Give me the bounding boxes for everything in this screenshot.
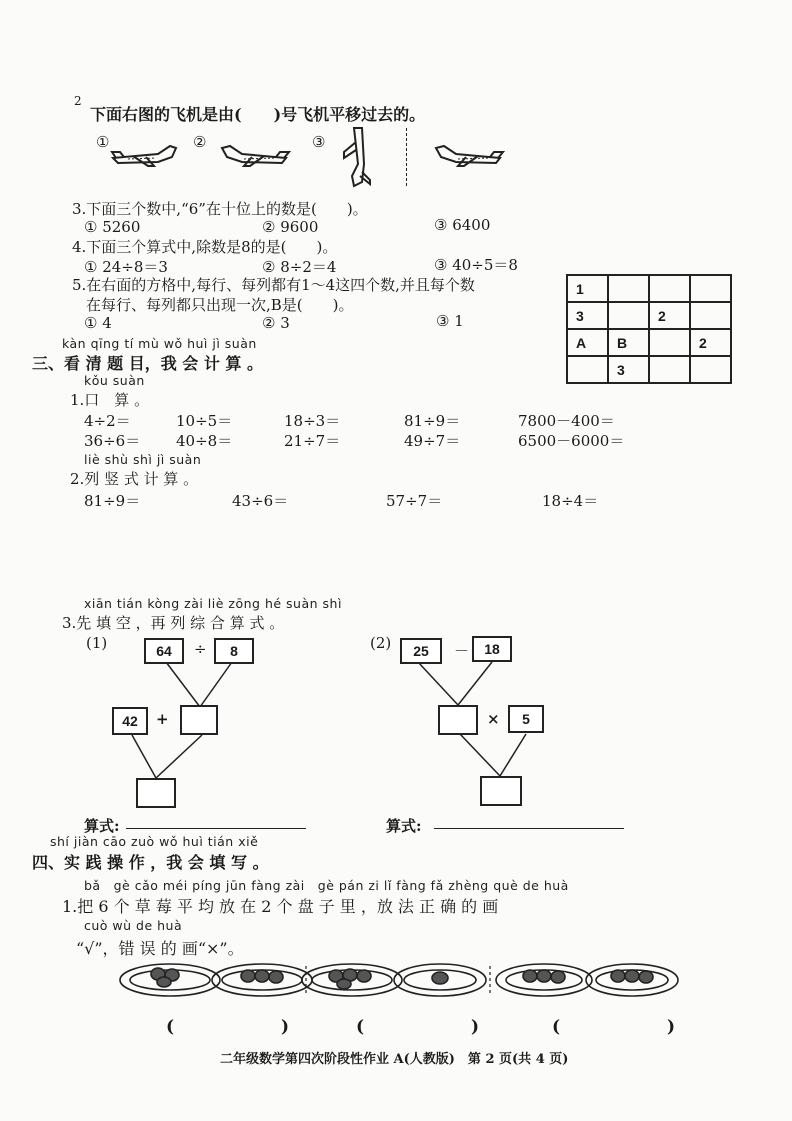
q3-option-3: ③ 6400	[434, 216, 491, 234]
grid-cell: 1	[567, 275, 608, 302]
part3-pinyin: xiān tián kòng zài liè zōng hé suàn shì	[84, 596, 342, 611]
part1-pinyin: kǒu suàn	[84, 373, 145, 388]
q3-text: 3.下面三个数中,“6”在十位上的数是( )。	[72, 200, 368, 218]
q2-option-2: ②	[193, 133, 207, 151]
q2-option-3: ③	[312, 133, 326, 151]
tree1-op2: +	[156, 710, 169, 728]
q5-line1: 5.在右面的方格中,每行、每列都有1～4这四个数,并且每个数	[72, 276, 475, 294]
tree2-op1: －	[454, 642, 470, 660]
q5-option-3: ③ 1	[436, 312, 464, 330]
tree2-box-b: 18	[472, 636, 512, 662]
oral-item: 7800－400＝	[518, 412, 615, 430]
vertical-item: 43÷6＝	[232, 492, 289, 510]
q5-option-1: ① 4	[84, 314, 112, 332]
q4-option-1: ① 24÷8＝3	[84, 258, 168, 276]
grid-cell: 2	[690, 329, 731, 356]
grid-cell: A	[567, 329, 608, 356]
plate-icon	[120, 964, 678, 996]
answer-bracket-1[interactable]: ( )	[166, 1017, 304, 1037]
q5-option-2: ② 3	[262, 314, 290, 332]
q1-pinyin: bǎ gè cǎo méi píng jūn fàng zài gè pán zi lǐ fàng fǎ zhèng què de huà	[84, 878, 569, 893]
answer-bracket-3[interactable]: ( )	[552, 1017, 690, 1037]
oral-item: 21÷7＝	[284, 432, 341, 450]
vertical-item: 57÷7＝	[386, 492, 443, 510]
grid-cell: 2	[649, 302, 690, 329]
q1-line1: 1.把 6 个 草 莓 平 均 放 在 2 个 盘 子 里 ，放 法 正 确 的 画	[62, 897, 499, 916]
oral-item: 10÷5＝	[176, 412, 233, 430]
part3-title: 3.先 填 空 ，再 列 综 合 算 式 。	[62, 614, 285, 632]
part2-pinyin: liè shù shì jì suàn	[84, 452, 202, 467]
oral-item: 18÷3＝	[284, 412, 341, 430]
tree1-box-b: 8	[214, 638, 254, 664]
q3-option-1: ① 5260	[84, 218, 141, 236]
page-footer: 二年级数学第四次阶段性作业 A(人教版) 第 2 页(共 4 页)	[220, 1052, 569, 1067]
section4-title: 四、实 践 操 作 ，我 会 填 写 。	[32, 853, 269, 872]
grid-cell: 3	[608, 356, 649, 383]
grid-cell: 3	[567, 302, 608, 329]
part2-title: 2.列 竖 式 计 算 。	[70, 470, 199, 488]
tree2-box-a: 25	[400, 638, 442, 664]
tree1-box-c: 42	[112, 707, 148, 735]
tree2-box-c: 5	[508, 705, 544, 733]
oral-item: 36÷6＝	[84, 432, 141, 450]
oral-item: 40÷8＝	[176, 432, 233, 450]
section3-pinyin: kàn qīng tí mù wǒ huì jì suàn	[62, 336, 257, 351]
q2-number: 2	[74, 94, 82, 108]
q2-text: 下面右图的飞机是由( )号飞机平移过去的。	[90, 105, 426, 124]
oral-item: 49÷7＝	[404, 432, 461, 450]
vertical-item: 18÷4＝	[542, 492, 599, 510]
q5-line2: 在每行、每列都只出现一次,B是( )。	[86, 296, 354, 314]
section4-pinyin: shí jiàn cāo zuò wǒ huì tián xiě	[50, 834, 259, 849]
grid-cell: B	[608, 329, 649, 356]
tree2-label: (2)	[370, 634, 392, 652]
oral-item: 4÷2＝	[84, 412, 131, 430]
tree1-op1: ÷	[194, 640, 207, 658]
section3-title: 三、看 清 题 目，我 会 计 算 。	[32, 354, 263, 373]
q2-option-1: ①	[96, 133, 110, 151]
tree1-formula-label: 算式:	[84, 817, 120, 835]
part1-title: 1.口 算 。	[70, 391, 150, 409]
tree1-box-a: 64	[144, 638, 184, 664]
q1-pinyin2: cuò wù de huà	[84, 918, 183, 933]
tree2-formula-label: 算式:	[386, 817, 422, 835]
vertical-item: 81÷9＝	[84, 492, 141, 510]
q4-option-2: ② 8÷2＝4	[262, 258, 337, 276]
oral-item: 6500－6000＝	[518, 432, 625, 450]
q1-line2: “√”，错 误 的 画“×”。	[76, 939, 244, 958]
q3-option-2: ② 9600	[262, 218, 319, 236]
oral-item: 81÷9＝	[404, 412, 461, 430]
q4-text: 4.下面三个算式中,除数是8的是( )。	[72, 238, 338, 256]
q4-option-3: ③ 40÷5＝8	[434, 256, 518, 274]
answer-bracket-2[interactable]: ( )	[356, 1017, 494, 1037]
tree2-op2: ×	[487, 710, 500, 728]
tree1-label: (1)	[86, 634, 108, 652]
